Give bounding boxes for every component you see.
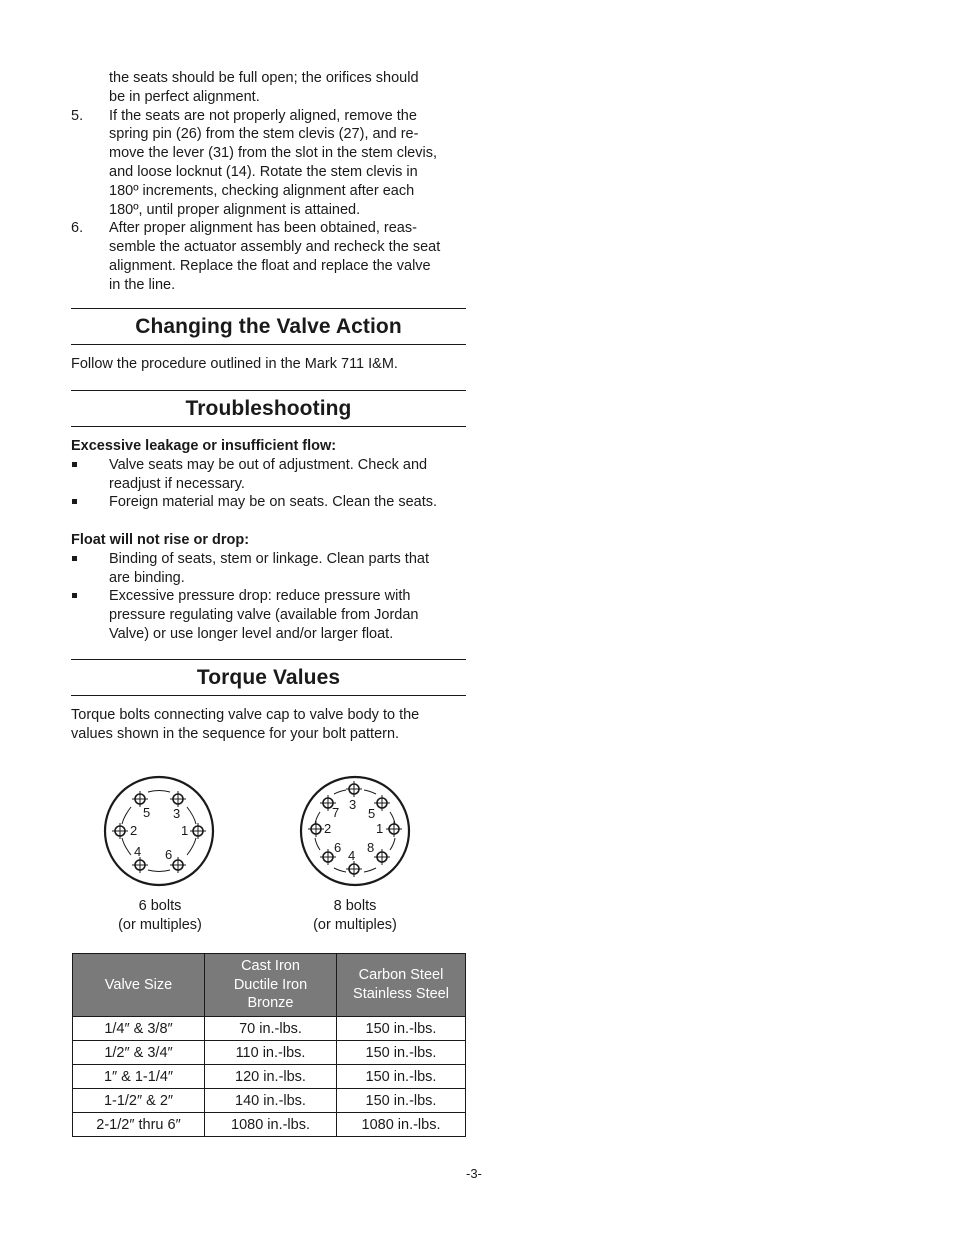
header-line: Valve Size: [104, 976, 173, 993]
bolt-label: 2: [324, 821, 332, 836]
bolt-label: 1: [181, 823, 189, 838]
table-cell: 140 in.-lbs.: [205, 1089, 337, 1113]
bolt-crosshair: [346, 861, 362, 877]
bolt-crosshair: [374, 849, 390, 865]
list-item: [71, 456, 466, 494]
bolt-crosshair: [386, 821, 402, 837]
column-header-cast-iron: [205, 954, 337, 1017]
six-bolt-caption: [80, 897, 240, 935]
subheading-leakage: Excessive leakage or insufficient flow:: [71, 438, 337, 454]
subheading-float: Float will not rise or drop:: [71, 531, 250, 548]
bolt-label: 4: [348, 848, 356, 863]
bolt-crosshair: [170, 791, 186, 807]
table-cell: 1080 in.-lbs.: [337, 1113, 466, 1137]
bolt-crosshair: [308, 821, 324, 837]
bolt-label: 5: [368, 806, 376, 821]
bullet-square-icon: [72, 593, 77, 598]
table-cell: 150 in.-lbs.: [337, 1017, 466, 1041]
caption-line: 8 bolts: [333, 898, 377, 914]
text-line: Valve) or use longer level and/or larger float.: [109, 625, 394, 642]
section-troubleshooting: [71, 390, 466, 644]
bolt-label: 5: [143, 805, 151, 820]
bolt-label: 7: [332, 805, 340, 820]
table-cell: 1″ & 1-1/4″: [73, 1065, 205, 1089]
text-line: and loose locknut (14). Rotate the stem clevis in: [109, 163, 418, 180]
table-cell: 1/4″ & 3/8″: [73, 1017, 205, 1041]
bolt-crosshair: [346, 781, 362, 797]
header-line: Cast Iron: [241, 957, 300, 974]
header-line: Carbon Steel: [358, 967, 444, 984]
bolt-label: 2: [130, 823, 138, 838]
caption-line: (or multiples): [118, 916, 202, 933]
table-cell: 2-1/2″ thru 6″: [73, 1113, 205, 1137]
bolt-crosshair: [170, 857, 186, 873]
table-cell: 150 in.-lbs.: [337, 1089, 466, 1113]
text-line: values shown in the sequence for your bolt pattern.: [71, 725, 400, 742]
bolt-crosshair: [190, 823, 206, 839]
bolt-label: 6: [165, 847, 173, 862]
table-cell: 150 in.-lbs.: [337, 1041, 466, 1065]
text-line: semble the actuator assembly and recheck the seat: [109, 239, 441, 256]
section-title: Troubleshooting: [71, 390, 466, 427]
text-line: If the seats are not properly aligned, remove the: [109, 107, 417, 124]
bolt-label: 4: [134, 844, 142, 859]
bolt-label: 3: [173, 806, 181, 821]
table-row: [73, 1017, 466, 1041]
step-6: [71, 219, 466, 294]
eight-bolt-caption: [275, 897, 435, 935]
text-line: 180º, until proper alignment is attained.: [109, 201, 361, 218]
column-header-carbon-steel: [337, 954, 466, 1017]
list-item: [71, 493, 466, 512]
bolt-label: 3: [349, 797, 357, 812]
bolt-crosshair: [132, 857, 148, 873]
header-line: Stainless Steel: [353, 986, 449, 1002]
bolt-crosshair: [374, 795, 390, 811]
table-header-row: [73, 954, 466, 1017]
text-line: be in perfect alignment.: [109, 88, 260, 105]
section-text: [71, 706, 466, 744]
bullet-square-icon: [72, 462, 77, 467]
text-line: Excessive pressure drop: reduce pressure with: [109, 588, 411, 605]
section-text: Follow the procedure outlined in the Mark 711 I&M.: [71, 356, 398, 372]
table-cell: 120 in.-lbs.: [205, 1065, 337, 1089]
table-row: [73, 1089, 466, 1113]
bullet-square-icon: [72, 499, 77, 504]
bolt-label: 6: [334, 840, 342, 855]
text-line: 180º increments, checking alignment after each: [109, 182, 415, 199]
text-line: alignment. Replace the float and replace the valve: [109, 257, 431, 274]
text-line: Binding of seats, stem or linkage. Clean parts that: [109, 550, 429, 567]
eight-bolt-pattern-diagram: [296, 772, 414, 890]
list-item: [71, 550, 466, 588]
header-line: Bronze: [247, 995, 294, 1012]
section-valve-action: [71, 308, 466, 374]
caption-line: (or multiples): [313, 916, 397, 933]
page-number: -3-: [466, 1166, 482, 1181]
table-cell: 1/2″ & 3/4″: [73, 1041, 205, 1065]
bullet-square-icon: [72, 556, 77, 561]
table-cell: 70 in.-lbs.: [205, 1017, 337, 1041]
bolt-label: 8: [367, 840, 375, 855]
step-number: 5.: [71, 107, 84, 124]
six-bolt-pattern-diagram: [100, 772, 218, 890]
step-number: 6.: [71, 220, 84, 237]
text-line: pressure regulating valve (available from Jordan: [109, 607, 419, 624]
table-row: [73, 1113, 466, 1137]
list-item: [71, 587, 466, 643]
section-torque: [71, 659, 466, 744]
text-line: spring pin (26) from the stem clevis (27), and re-: [109, 126, 419, 143]
caption-line: 6 bolts: [138, 898, 182, 914]
bolt-label: 1: [376, 821, 384, 836]
table-row: [73, 1041, 466, 1065]
column-header-valve-size: [73, 954, 205, 1017]
steps-block: [71, 69, 466, 295]
header-line: Ductile Iron: [233, 976, 308, 993]
table-row: [73, 1065, 466, 1089]
text-line: the seats should be full open; the orifices should: [109, 70, 419, 86]
text-line: are binding.: [109, 569, 185, 586]
section-title: Torque Values: [71, 659, 466, 696]
text-line: move the lever (31) from the slot in the stem clevis,: [109, 145, 437, 162]
step-5: [71, 107, 466, 220]
text-line: Torque bolts connecting valve cap to valve body to the: [71, 707, 420, 723]
text-line: Valve seats may be out of adjustment. Check and: [109, 456, 428, 473]
step-4-continuation: [71, 69, 466, 107]
text-line: readjust if necessary.: [109, 475, 245, 492]
text-line: Foreign material may be on seats. Clean the seats.: [109, 494, 438, 511]
table-cell: 1080 in.-lbs.: [205, 1113, 337, 1137]
table-cell: 1-1/2″ & 2″: [73, 1089, 205, 1113]
section-title: Changing the Valve Action: [71, 308, 466, 345]
text-line: in the line.: [109, 276, 176, 293]
table-cell: 150 in.-lbs.: [337, 1065, 466, 1089]
bolt-crosshair: [112, 823, 128, 839]
text-line: After proper alignment has been obtained, reas-: [109, 220, 417, 237]
table-cell: 110 in.-lbs.: [205, 1041, 337, 1065]
torque-table: [72, 953, 466, 1137]
